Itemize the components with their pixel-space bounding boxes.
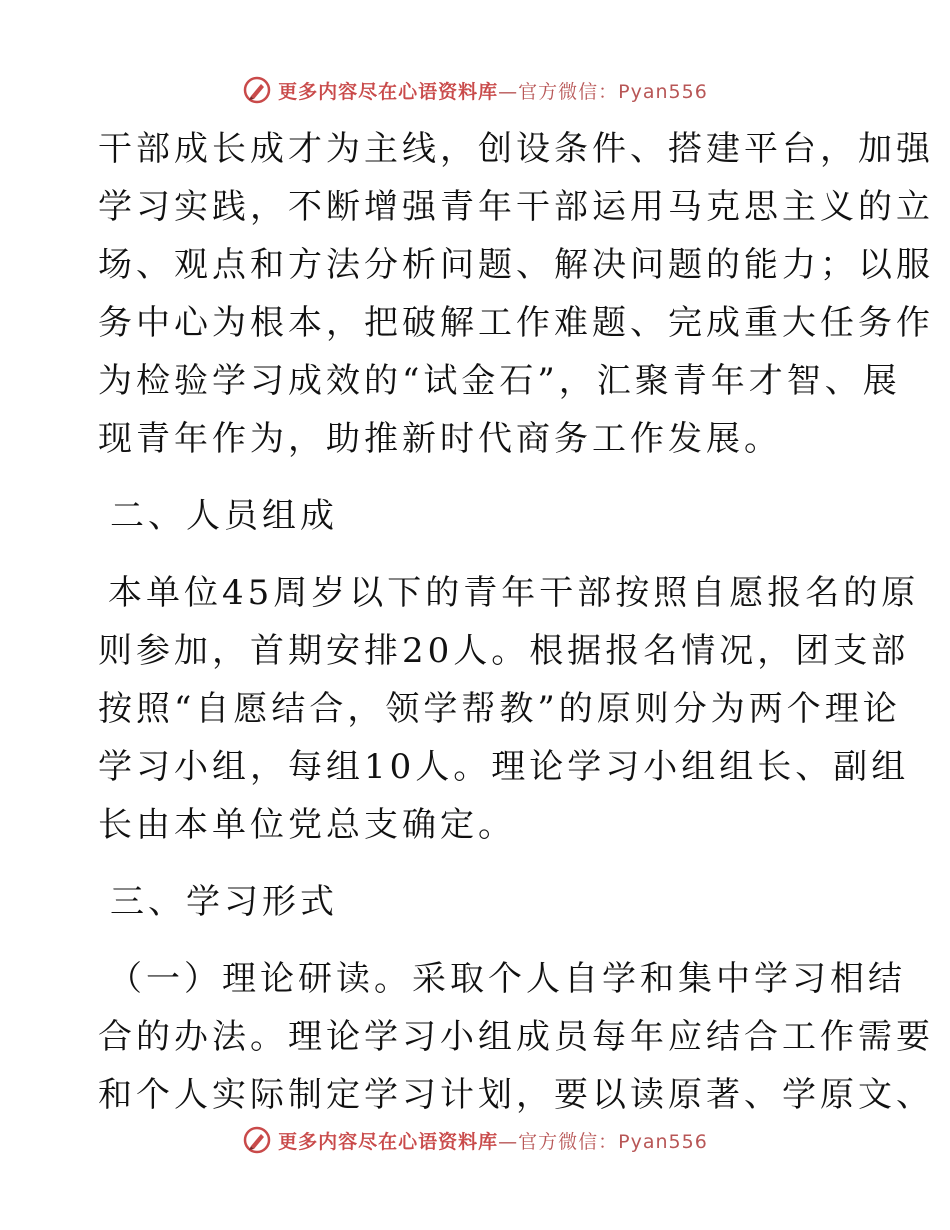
document-body xyxy=(98,120,934,1124)
text-line: 学习实践，不断增强青年干部运用马克思主义的立 xyxy=(98,187,934,227)
paragraph-2 xyxy=(98,564,920,854)
text-line: 现青年作为，助推新时代商务工作发展。 xyxy=(98,419,782,459)
section-3-title: 三、学习形式 xyxy=(110,882,338,922)
text-line: 为检验学习成效的“试金石”，汇聚青年才智、展 xyxy=(98,361,901,401)
pen-logo-icon xyxy=(242,1125,272,1155)
text-line: 务中心为根本，把破解工作难题、完成重大任务作 xyxy=(98,303,934,343)
text-line: 学习小组，每组10人。理论学习小组组长、副组 xyxy=(98,747,910,787)
text-line: 则参加，首期安排20人。根据报名情况，团支部 xyxy=(98,631,910,671)
watermark-main-text: 更多内容尽在心语资料库 xyxy=(278,80,499,103)
watermark-sub-text: —官方微信：Pyan556 xyxy=(498,1130,708,1153)
text-line: 合的办法。理论学习小组成员每年应结合工作需要 xyxy=(98,1017,934,1057)
text-line: 干部成长成才为主线，创设条件、搭建平台，加强 xyxy=(98,129,934,169)
watermark-sub-text: —官方微信：Pyan556 xyxy=(498,80,708,103)
footer-watermark xyxy=(0,1122,950,1158)
text-line: （一）理论研读。采取个人自学和集中学习相结 xyxy=(108,959,906,999)
paragraph-3 xyxy=(98,950,934,1124)
header-watermark xyxy=(0,72,950,108)
text-line: 按照“自愿结合，领学帮教”的原则分为两个理论 xyxy=(98,689,901,729)
text-line: 本单位45周岁以下的青年干部按照自愿报名的原 xyxy=(108,573,920,613)
pen-logo-icon xyxy=(242,75,272,105)
paragraph-1 xyxy=(98,120,934,468)
section-2-title: 二、人员组成 xyxy=(110,496,338,536)
text-line: 和个人实际制定学习计划，要以读原著、学原文、 xyxy=(98,1075,934,1115)
watermark-main-text: 更多内容尽在心语资料库 xyxy=(278,1130,499,1153)
text-line: 长由本单位党总支确定。 xyxy=(98,805,516,845)
text-line: 场、观点和方法分析问题、解决问题的能力；以服 xyxy=(98,245,934,285)
